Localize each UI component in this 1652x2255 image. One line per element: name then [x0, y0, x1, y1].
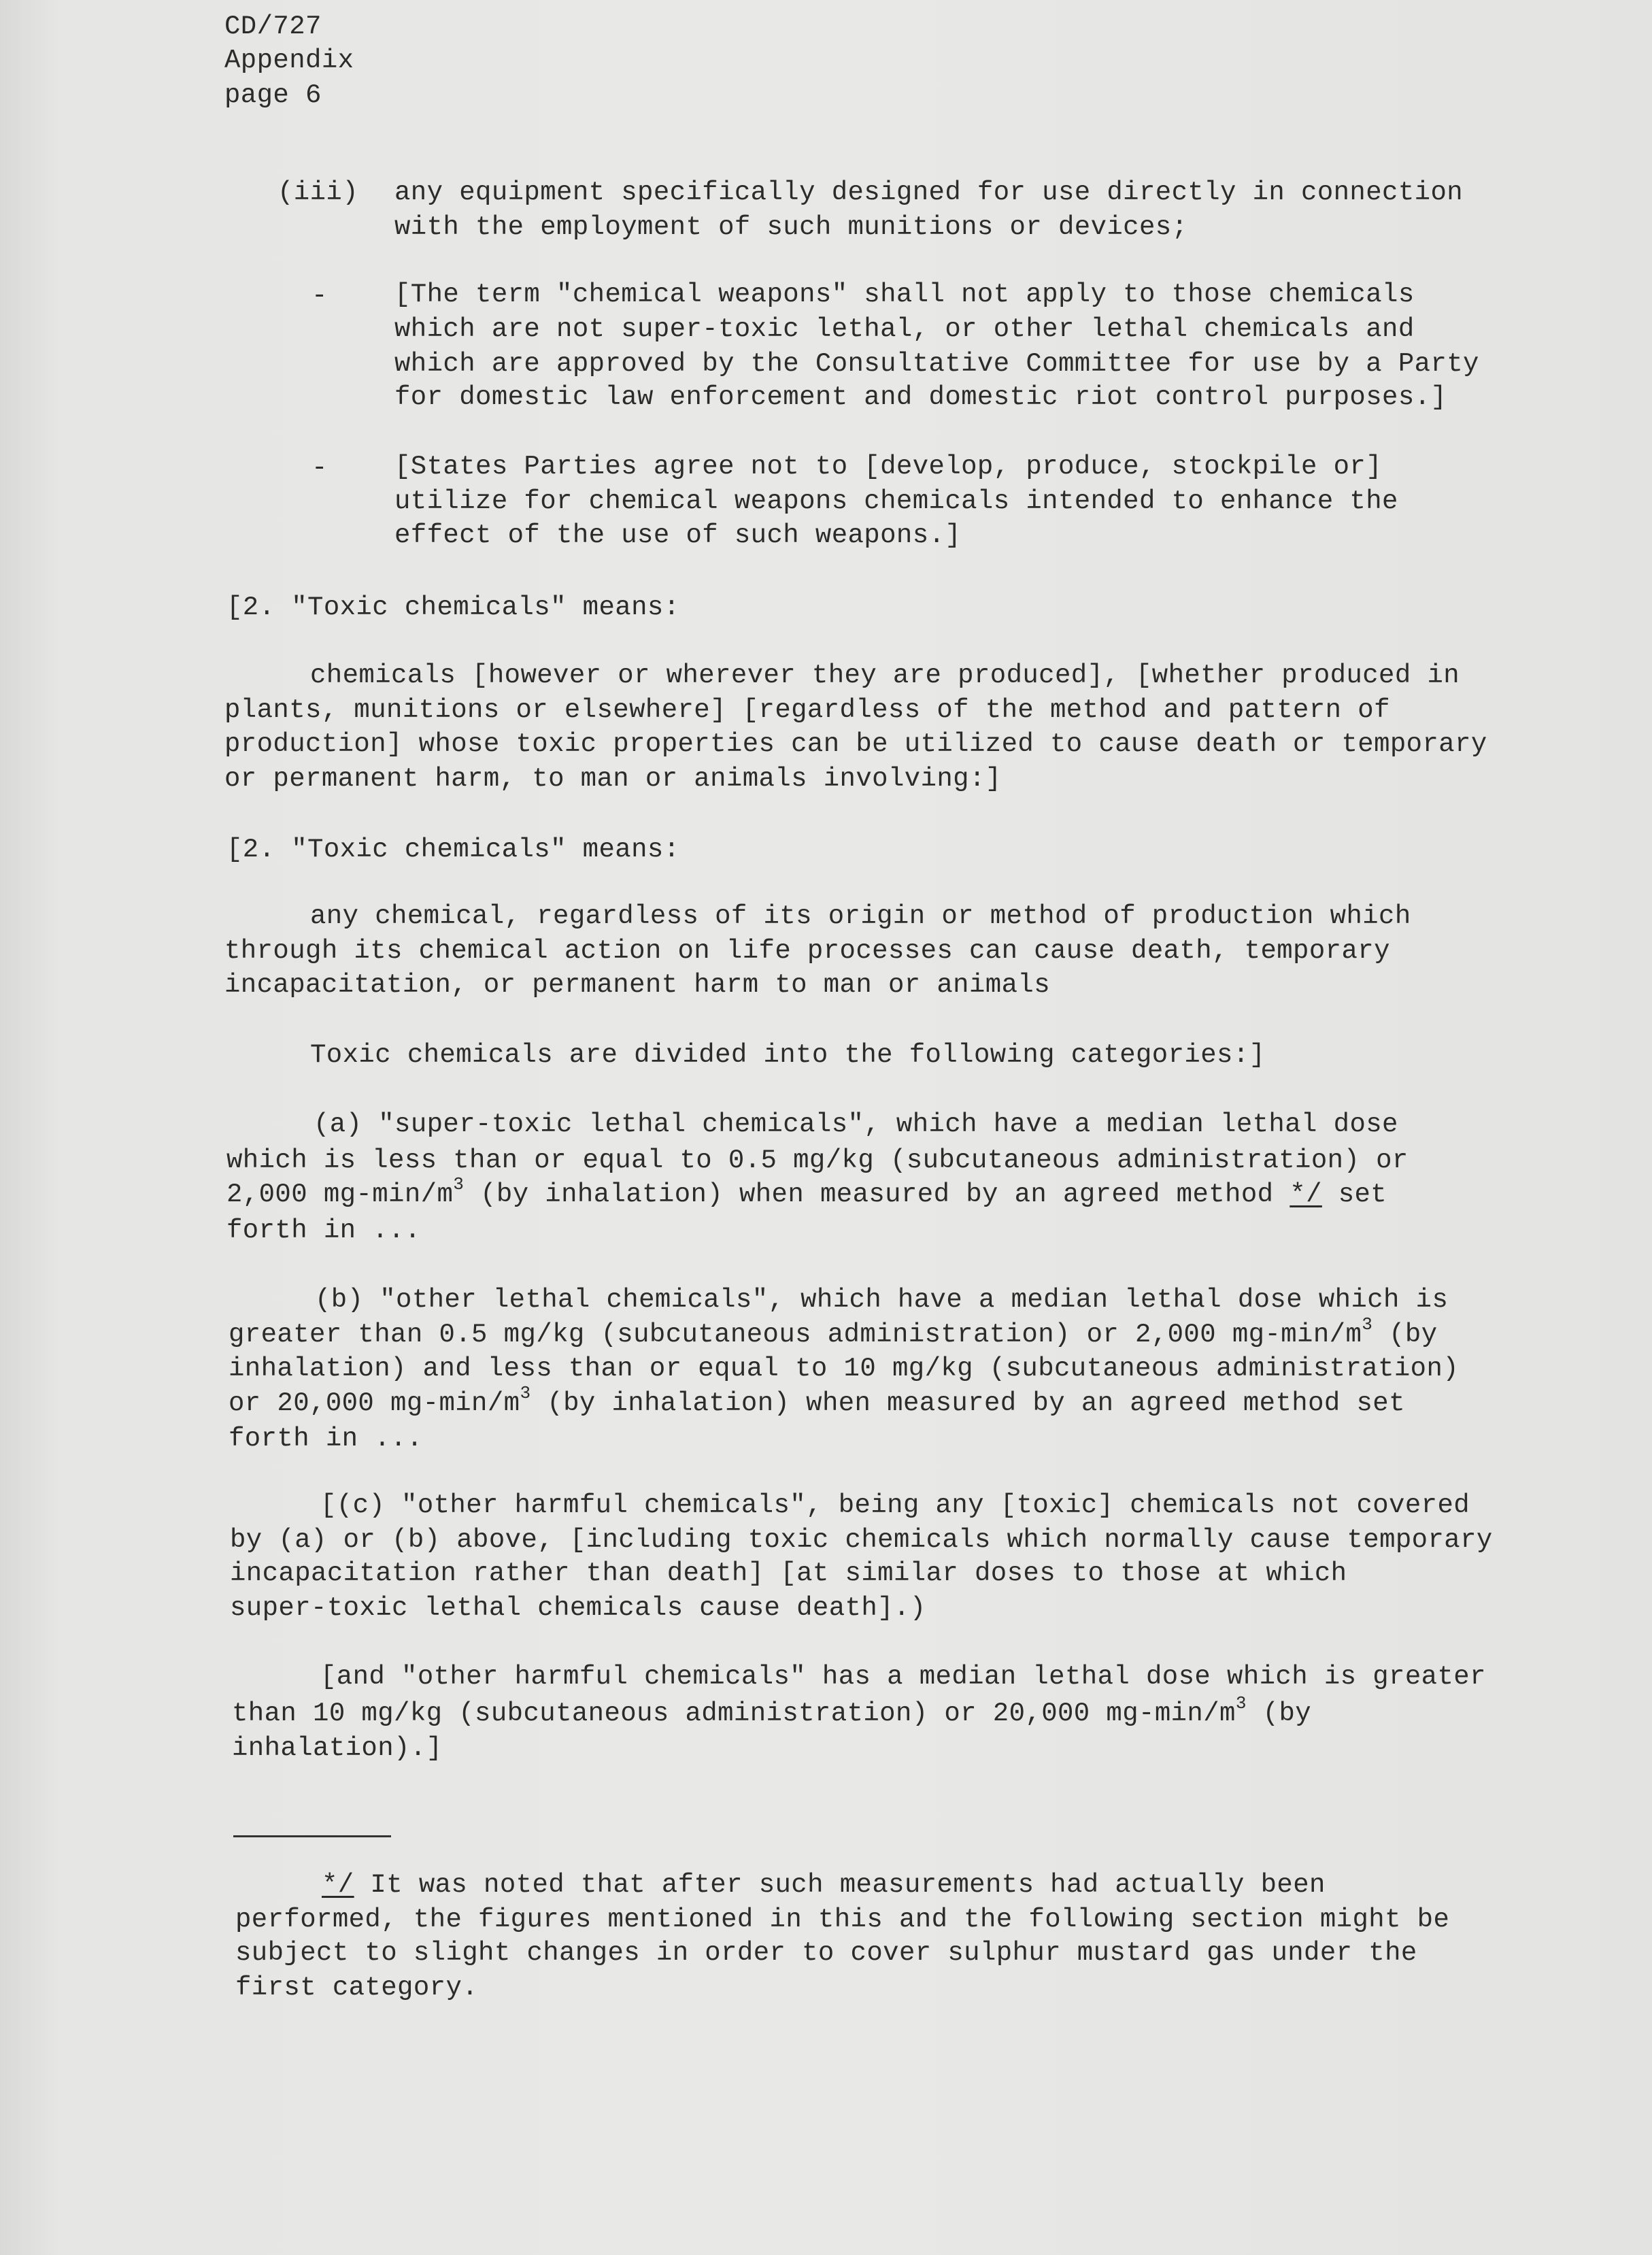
definition-line: or permanent harm, to man or animals involving:] — [224, 764, 1002, 794]
footnote-line: */ It was noted that after such measurements had actually been — [322, 1870, 1326, 1900]
dash-marker: - — [311, 453, 328, 483]
category-line: (b) "other lethal chemicals", which have a median lethal dose which is — [315, 1285, 1449, 1315]
footnote-line: first category. — [235, 1973, 479, 2003]
page-number: page 6 — [224, 80, 322, 110]
category-line: forth in ... — [229, 1424, 423, 1454]
category-line: by (a) or (b) above, [including toxic chemicals which normally cause temporary — [230, 1525, 1493, 1555]
clause-line: utilize for chemical weapons chemicals intended to enhance the — [394, 486, 1398, 516]
category-line: super-toxic lethal chemicals cause death].) — [230, 1593, 926, 1623]
definition-line: plants, munitions or elsewhere] [regardless of the method and pattern of — [224, 695, 1390, 725]
item-iii-label: (iii) — [277, 178, 359, 207]
item-iii-line: any equipment specifically designed for use directly in connection — [394, 178, 1464, 207]
doc-number: CD/727 — [224, 12, 322, 41]
clause-line: [States Parties agree not to [develop, produce, stockpile or] — [394, 452, 1383, 482]
item-iii-line: with the employment of such munitions or devices; — [394, 212, 1188, 242]
definition-line: chemicals [however or wherever they are produced], [whether produced in — [310, 661, 1460, 690]
category-line: or 20,000 $mg-\min/m^3$ (by inhalation) when measured by an agreed method set — [229, 1383, 1405, 1418]
definition-heading: [2. "Toxic chemicals" means: — [226, 835, 680, 865]
categories-intro: Toxic chemicals are divided into the following categories:] — [310, 1040, 1266, 1070]
category-line: forth in ... — [226, 1216, 421, 1246]
footnote-divider — [233, 1835, 391, 1837]
category-line: incapacitation rather than death] [at similar doses to those at which — [230, 1558, 1347, 1588]
footnote-line: subject to slight changes in order to cover sulphur mustard gas under the — [235, 1938, 1417, 1968]
category-line: (a) "super-toxic lethal chemicals", which have a median lethal dose — [314, 1109, 1398, 1139]
definition-line: incapacitation, or permanent harm to man or animals — [224, 970, 1050, 1000]
footnote-line: performed, the figures mentioned in this and the following section might be — [235, 1905, 1450, 1935]
category-line: inhalation) and less than or equal to 10 mg/kg (subcutaneous administration) — [229, 1354, 1460, 1384]
footnote-reference[interactable]: */ — [1289, 1180, 1322, 1209]
definition-line: production] whose toxic properties can be utilized to cause death or temporary — [224, 729, 1487, 759]
category-line: 2,000 $mg-\min/m^3$ (by inhalation) when measured by an agreed method */ set — [226, 1174, 1387, 1209]
clause-line: for domestic law enforcement and domestic riot control purposes.] — [394, 382, 1447, 412]
category-line: which is less than or equal to 0.5 mg/kg (subcutaneous administration) or — [226, 1146, 1409, 1175]
dash-marker: - — [311, 281, 328, 311]
clause-line: [The term "chemical weapons" shall not apply to those chemicals — [394, 280, 1415, 310]
category-line: [and "other harmful chemicals" has a median lethal dose which is greater — [320, 1662, 1486, 1692]
definition-line: any chemical, regardless of its origin or method of production which — [310, 901, 1411, 931]
category-line: inhalation).] — [232, 1733, 443, 1763]
definition-line: through its chemical action on life processes can cause death, temporary — [224, 936, 1390, 966]
category-line: greater than 0.5 mg/kg (subcutaneous administration) or 2,000 $mg-\min/m^3$ (by — [229, 1314, 1438, 1350]
category-line: [(c) "other harmful chemicals", being any [toxic] chemicals not covered — [320, 1490, 1470, 1520]
clause-line: effect of the use of such weapons.] — [394, 520, 962, 550]
clause-line: which are approved by the Consultative Committee for use by a Party — [394, 349, 1479, 379]
category-line: than 10 mg/kg (subcutaneous administration) or 20,000 $mg-\min/m^3$ (by — [232, 1693, 1312, 1728]
clause-line: which are not super-toxic lethal, or other lethal chemicals and — [394, 314, 1415, 344]
doc-section: Appendix — [224, 46, 354, 76]
footnote-marker: */ — [322, 1870, 354, 1900]
definition-heading: [2. "Toxic chemicals" means: — [226, 592, 680, 622]
